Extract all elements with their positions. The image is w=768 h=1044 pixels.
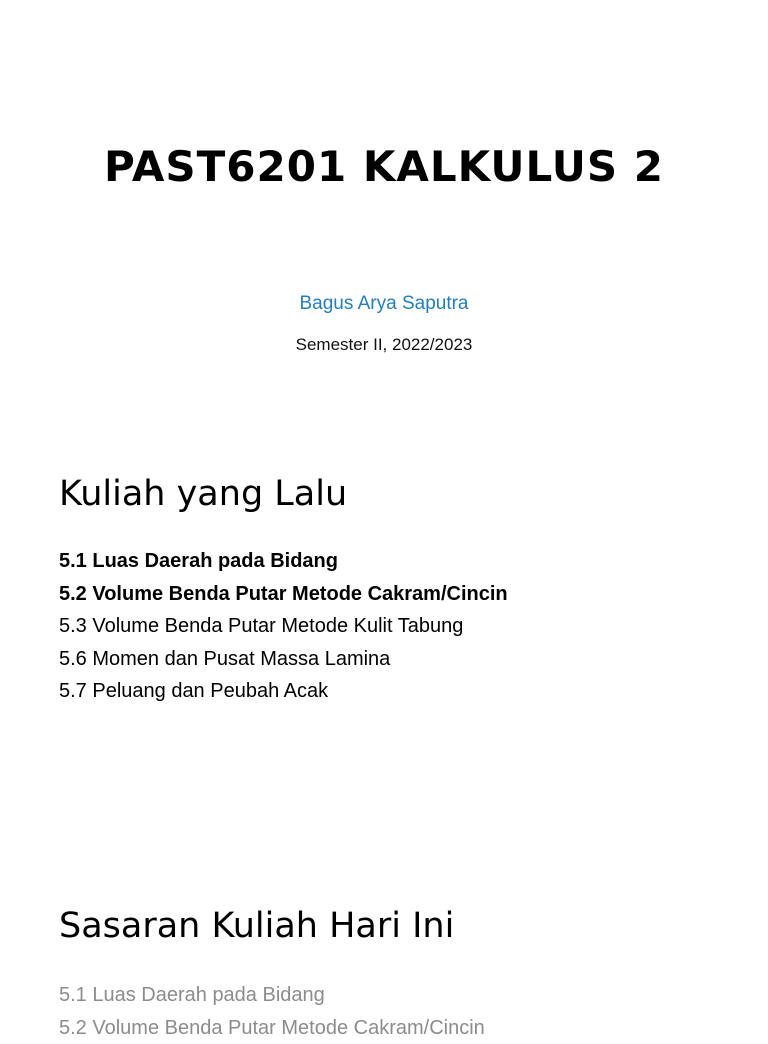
list-item: 5.3 Volume Benda Putar Metode Kulit Tabung — [59, 610, 508, 643]
semester-text: Semester II, 2022/2023 — [0, 335, 768, 355]
list-item: 5.2 Volume Benda Putar Metode Cakram/Cincin — [59, 578, 508, 611]
previous-lectures-heading: Kuliah yang Lalu — [59, 474, 347, 514]
author-name: Bagus Arya Saputra — [0, 293, 768, 315]
list-item: 5.2 Volume Benda Putar Metode Cakram/Cincin — [59, 1012, 485, 1044]
list-item: 5.1 Luas Daerah pada Bidang — [59, 545, 508, 578]
list-item: 5.7 Peluang dan Peubah Acak — [59, 675, 508, 708]
list-item: 5.6 Momen dan Pusat Massa Lamina — [59, 643, 508, 676]
list-item: 5.1 Luas Daerah pada Bidang — [59, 979, 485, 1012]
today-goals-list — [59, 979, 485, 1044]
today-goals-heading: Sasaran Kuliah Hari Ini — [59, 906, 454, 946]
slide-title: PAST6201 KALKULUS 2 — [0, 142, 768, 191]
previous-lectures-list — [59, 545, 508, 708]
